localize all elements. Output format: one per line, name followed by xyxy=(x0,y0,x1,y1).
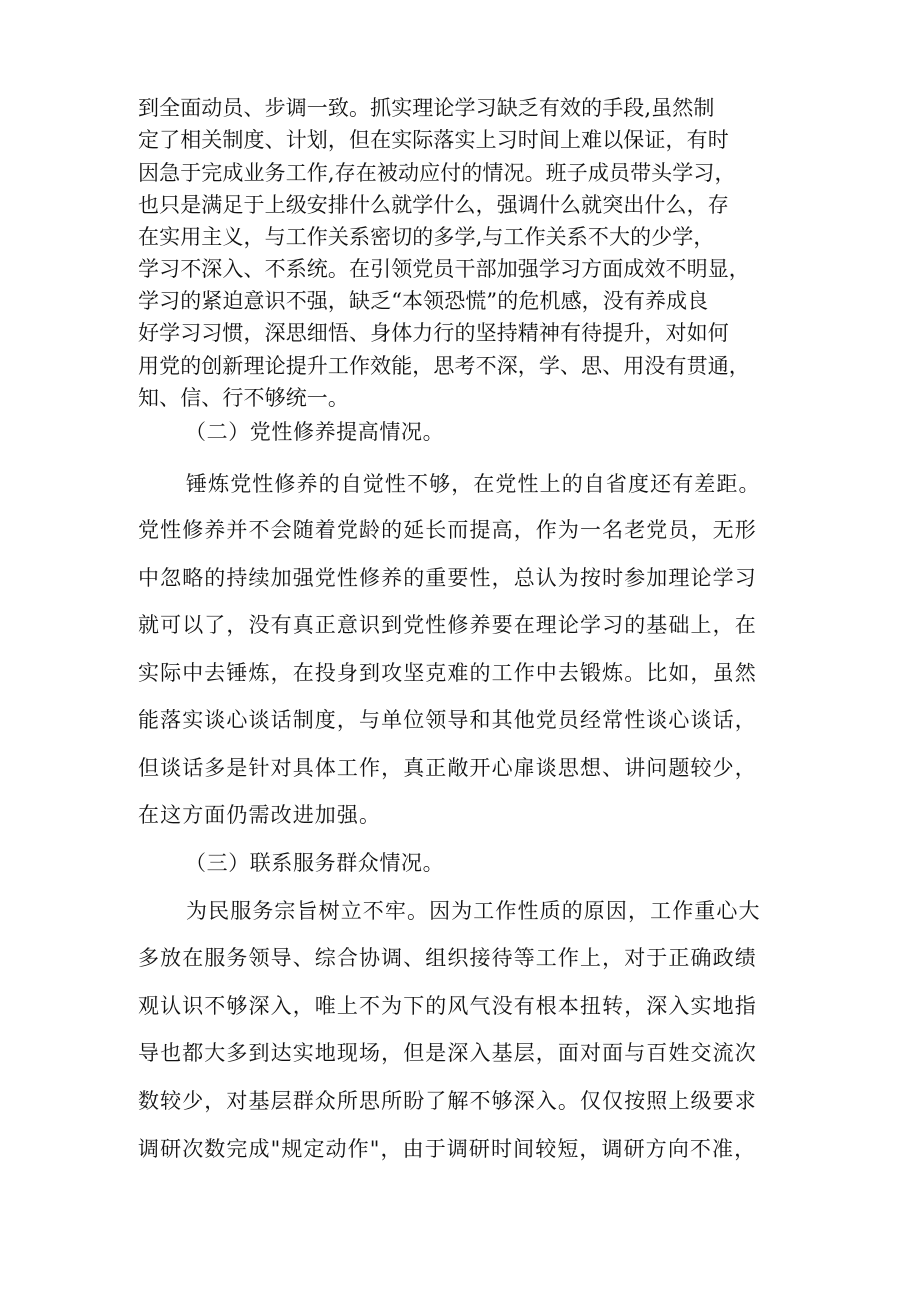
text-line: 多放在服务领导、综合协调、组织接待等工作上，对于正确政绩 xyxy=(138,946,757,970)
text-line: 观认识不够深入，唯上不为下的风气没有根本扭转，深入实地指 xyxy=(138,994,757,1018)
text-line: 实际中去锤炼，在投身到攻坚克难的工作中去锻炼。比如，虽然 xyxy=(138,661,757,685)
text-line: 也只是满足于上级安排什么就学什么，强调什么就突出什么，存 xyxy=(138,193,729,217)
text-line: 为民服务宗旨树立不牢。因为工作性质的原因，工作重心大 xyxy=(186,899,761,923)
section-heading-serving-masses: （三）联系服务群众情况。 xyxy=(185,851,445,875)
text-line: 导也都大多到达实地现场，但是深入基层，面对面与百姓交流次 xyxy=(138,1041,757,1065)
text-line: 因急于完成业务工作,存在被动应付的情况。班子成员带头学习， xyxy=(138,161,736,185)
text-line: 学习不深入、不系统。在引领党员干部加强学习方面成效不明显， xyxy=(138,257,750,281)
text-line: 知、信、行不够统一。 xyxy=(138,386,349,410)
text-line: 能落实谈心谈话制度，与单位领导和其他党员经常性谈心谈话， xyxy=(138,708,757,732)
text-line: 在实用主义，与工作关系密切的多学,与工作关系不大的少学， xyxy=(138,225,715,249)
section-heading-party-spirit: （二）党性修养提高情况。 xyxy=(185,420,445,444)
text-line: 在这方面仍需改进加强。 xyxy=(138,803,382,827)
text-line: 用党的创新理论提升工作效能，思考不深，学、思、用没有贯通， xyxy=(138,354,750,378)
text-line: 到全面动员、步调一致。抓实理论学习缺乏有效的手段,虽然制 xyxy=(138,96,715,120)
text-line: 锤炼党性修养的自觉性不够，在党性上的自省度还有差距。 xyxy=(186,472,761,496)
text-line: 数较少，对基层群众所思所盼了解不够深入。仅仅按照上级要求 xyxy=(138,1089,757,1113)
text-line: 中忽略的持续加强党性修养的重要性，总认为按时参加理论学习 xyxy=(138,566,757,590)
text-line: 但谈话多是针对具体工作，真正敞开心扉谈思想、讲问题较少， xyxy=(138,756,757,780)
text-line: 好学习习惯，深思细悟、身体力行的坚持精神有待提升，对如何 xyxy=(138,321,729,345)
text-line: 学习的紧迫意识不强，缺乏“本领恐慌”的危机感，没有养成良 xyxy=(138,289,709,313)
text-line: 调研次数完成"规定动作"，由于调研时间较短，调研方向不准， xyxy=(138,1137,757,1161)
text-line: 就可以了，没有真正意识到党性修养要在理论学习的基础上，在 xyxy=(138,613,757,637)
text-line: 定了相关制度、计划，但在实际落实上习时间上难以保证，有时 xyxy=(138,128,729,152)
text-line: 党性修养并不会随着党龄的延长而提高，作为一名老党员，无形 xyxy=(138,518,757,542)
